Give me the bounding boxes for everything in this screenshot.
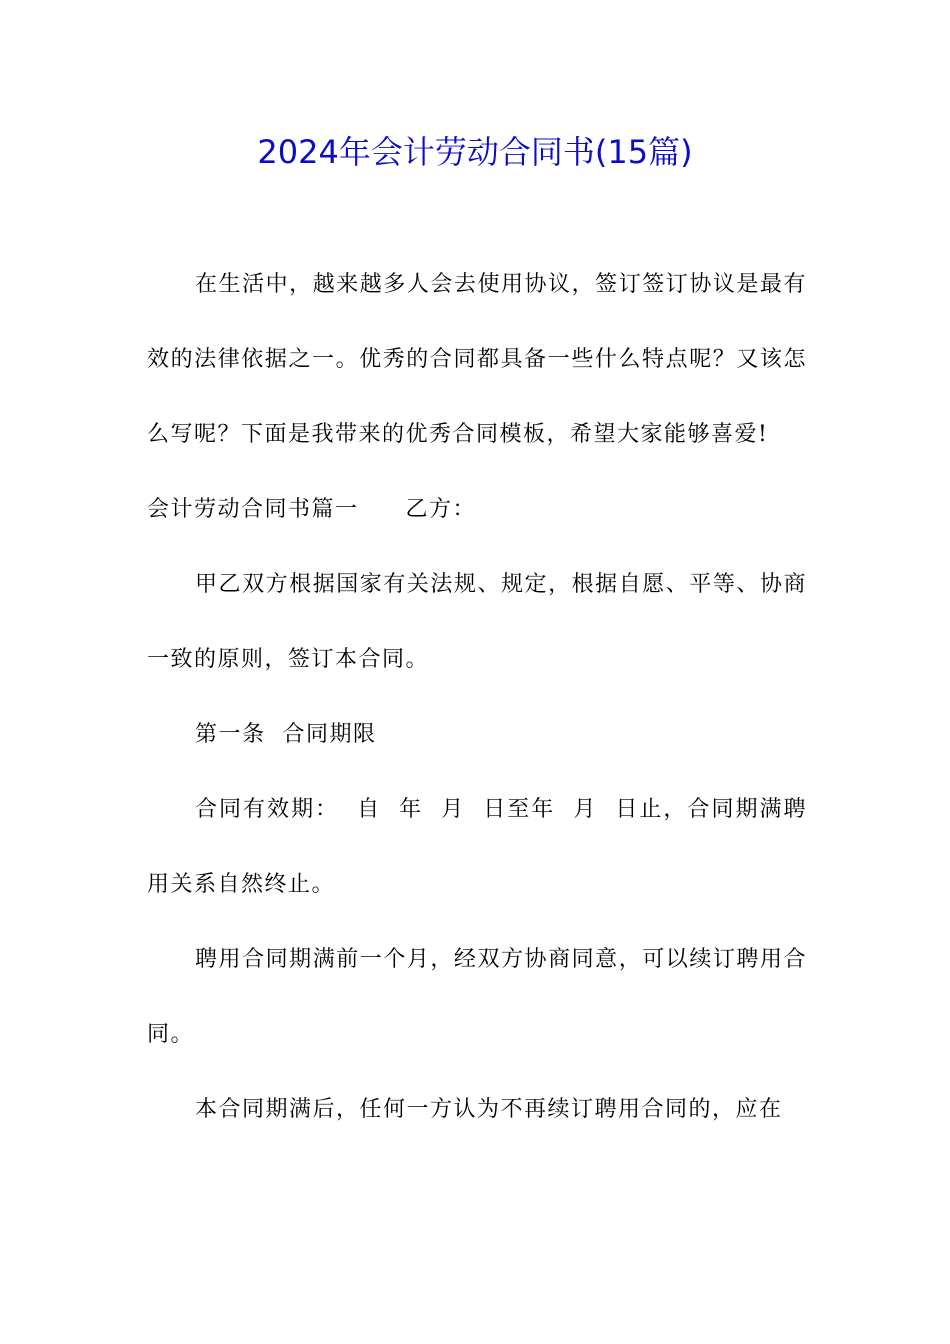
document-title: 2024年会计劳动合同书(15篇) xyxy=(257,133,693,171)
document-body xyxy=(147,247,807,1147)
body-paragraph: 本合同期满后，任何一方认为不再续订聘用合同的，应在 xyxy=(195,1097,783,1122)
intro-paragraph: 在生活中，越来越多人会去使用协议，签订签订协议是最有效的法律依据之一。优秀的合同都具备一些什么特点呢？又该怎么写呢？下面是我带来的优秀合同模板，希望大家能够喜爱! xyxy=(147,272,807,447)
body-paragraph: 聘用合同期满前一个月，经双方协商同意，可以续订聘用合同。 xyxy=(147,947,807,1047)
section-heading: 会计劳动合同书篇一 乙方： xyxy=(147,497,477,522)
article-heading: 第一条 合同期限 xyxy=(195,722,377,747)
body-paragraph: 合同有效期： 自 年 月 日至年 月 日止，合同期满聘用关系自然终止。 xyxy=(147,797,807,897)
body-paragraph: 甲乙双方根据国家有关法规、规定，根据自愿、平等、协商一致的原则，签订本合同。 xyxy=(147,572,807,672)
